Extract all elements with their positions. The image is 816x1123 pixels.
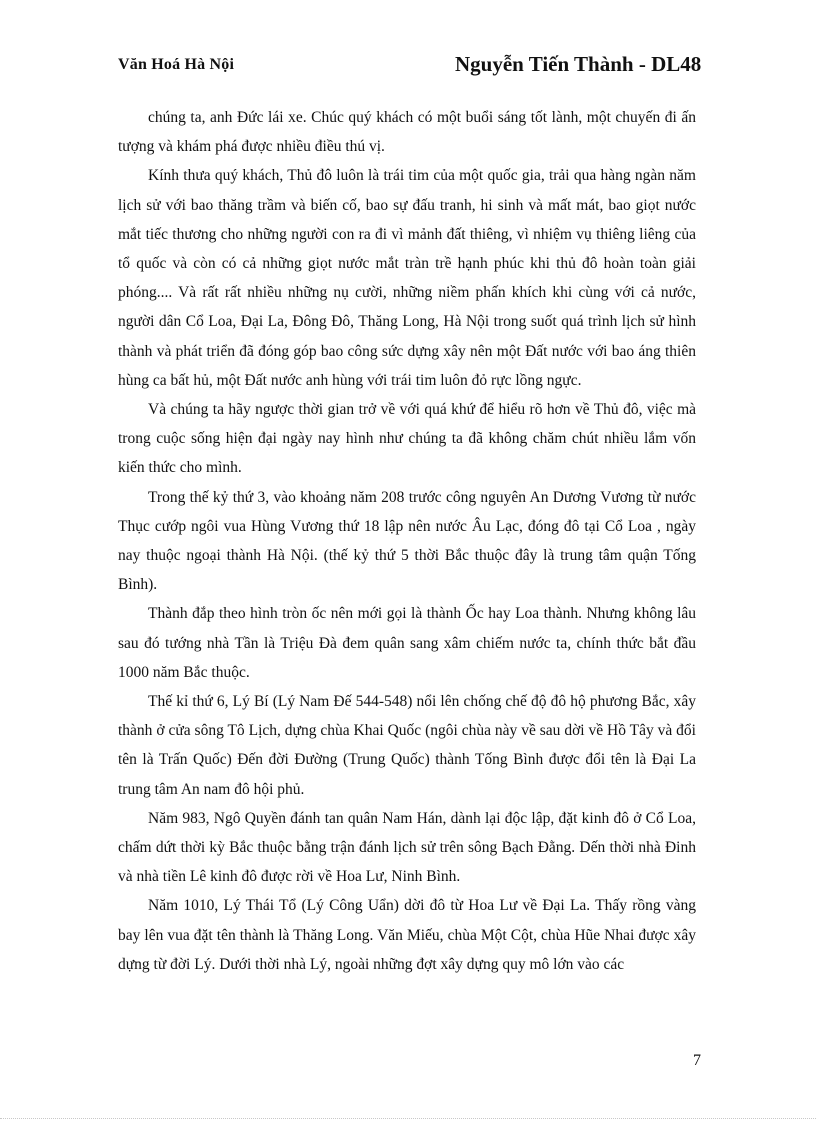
document-body	[118, 103, 696, 979]
paragraph: Năm 1010, Lý Thái Tổ (Lý Công Uẩn) dời đô từ Hoa Lư về Đại La. Thấy rồng vàng bay lên vua đặt tên thành là Thăng Long. Văn Miếu, chùa Một Cột, chùa Hũe Nhai được xây dựng từ đời Lý. Dưới thời nhà Lý, ngoài những đợt xây dựng quy mô lớn vào các	[118, 897, 696, 973]
paragraph: Năm 983, Ngô Quyền đánh tan quân Nam Hán, dành lại độc lập, đặt kinh đô ở Cổ Loa, chấm dứt thời kỳ Bắc thuộc bằng trận đánh lịch sử trên sông Bạch Đằng. Dến thời nhà Đinh và nhà tiền Lê kinh đô được rời về Hoa Lư, Ninh Bình.	[118, 809, 696, 886]
page-number: 7	[693, 1052, 701, 1069]
paragraph: Kính thưa quý khách, Thủ đô luôn là trái tim của một quốc gia, trải qua hàng ngàn năm lịch sử với bao thăng trầm và biến cố, bao sự đấu tranh, hi sinh và mất mát, bao giọt nước mắt tiếc thương cho những người con ra đi vì mảnh đất thiêng, vì nhiệm vụ thiêng liêng của tổ quốc và còn có cả những giọt nước mắt tràn trề hạnh phúc khi thủ đô hoàn toàn giải phóng.... Và rất rất nhiều những nụ cười, những niềm phấn khích khi cùng với cả nước, người dân Cổ Loa, Đại La, Đông Đô, Thăng Long, Hà Nội trong suốt quá trình lịch sử hình thành và phát triển đã đóng góp bao công sức dựng xây nên một Đất nước với bao áng thiên hùng ca bất hủ, một Đất nước anh hùng với trái tim luôn đỏ rực lồng ngực.	[118, 167, 696, 389]
paragraph: Thành đắp theo hình tròn ốc nên mới gọi là thành Ốc hay Loa thành. Nhưng không lâu sau đó tướng nhà Tần là Triệu Đà đem quân sang xâm chiếm nước ta, chính thức bắt đầu 1000 năm Bắc thuộc.	[118, 605, 696, 681]
paragraph: Thế kỉ thứ 6, Lý Bí (Lý Nam Đế 544-548) nổi lên chống chế độ đô hộ phương Bắc, xây thành ở cửa sông Tô Lịch, dựng chùa Khai Quốc (ngôi chùa này về sau dời về Hồ Tây và đổi tên là Trấn Quốc) Đến đời Đường (Trung Quốc) thành Tống Bình được đổi tên là Đại La trung tâm An nam đô hội phủ.	[118, 693, 696, 798]
header-document-title: Văn Hoá Hà Nội	[118, 56, 235, 73]
paragraph-continuation: chúng ta, anh Đức lái xe. Chúc quý khách có một buổi sáng tốt lành, một chuyến đi ấn tượng và khám phá được nhiều điều thú vị.	[118, 109, 696, 156]
header-author: Nguyễn Tiến Thành - DL48	[455, 52, 702, 76]
paragraph: Và chúng ta hãy ngược thời gian trở về với quá khứ để hiểu rõ hơn về Thủ đô, việc mà trong cuộc sống hiện đại ngày nay hình như chúng ta đã không chăm chút nhiều lắm vốn kiến thức cho mình.	[118, 401, 696, 477]
paragraph: Trong thế kỷ thứ 3, vào khoảng năm 208 trước công nguyên An Dương Vương từ nước Thục cướp ngôi vua Hùng Vương thứ 18 lập nên nước Âu Lạc, đóng đô tại Cổ Loa , ngày nay thuộc ngoại thành Hà Nội. (thế kỷ thứ 5 thời Bắc thuộc đây là trung tâm quận Tống Bình).	[118, 488, 696, 594]
page-bottom-divider	[0, 1118, 816, 1119]
